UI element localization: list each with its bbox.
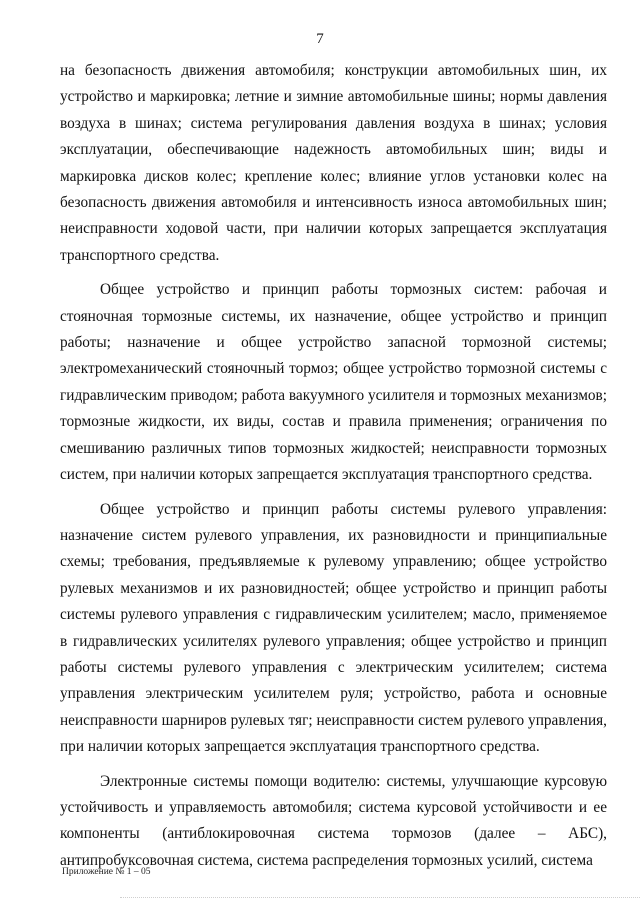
scan-edge-mark (120, 897, 640, 905)
paragraph-driver-assistance: Электронные системы помощи водителю: системы, улучшающие курсовую устойчивость и управляемость автомобиля; система курсовой устойчивости и ее компоненты (антиблокировочная система тормозов (далее – АБС), антипробуксовочная система, система распределения тормозных усилий, система (60, 772, 607, 869)
paragraph-steering-systems: Общее устройство и принцип работы системы рулевого управления: назначение систем рулевого управления, их разновидности и принципиальные схемы; требования, предъявляемые к рулевому управлению; общее устройство рулевых механизмов и их разновидностей; общее устройство и принцип работы системы рулевого управления с гидравлическим усилителем; масло, применяемое в гидравлических усилителях рулевого управления; общее устройство и принцип работы системы рулевого управления с электрическим усилителем; система управления электрическим усилителем руля; устройство, работа и основные неисправности шарниров рулевых тяг; неисправности систем рулевого управления, при наличии которых запрещается эксплуатация транспортного средства. (60, 500, 607, 756)
document-body (60, 58, 607, 882)
paragraph-brake-systems: Общее устройство и принцип работы тормозных систем: рабочая и стояночная тормозные системы, их назначение, общее устройство и принцип работы; назначение и общее устройство запасной тормозной системы; электромеханический стояночный тормоз; общее устройство тормозной системы с гидравлическим приводом; работа вакуумного усилителя и тормозных механизмов; тормозные жидкости, их виды, состав и правила применения; ограничения по смешиванию различных типов тормозных жидкостей; неисправности тормозных систем, при наличии которых запрещается эксплуатация транспортного средства. (60, 281, 607, 484)
page-number: 7 (316, 31, 324, 47)
footer-appendix-label: Приложение № 1 – 05 (62, 867, 151, 877)
paragraph-tires: на безопасность движения автомобиля; конструкции автомобильных шин, их устройство и маркировка; летние и зимние автомобильные шины; нормы давления воздуха в шинах; система регулирования давления воздуха в шинах; условия эксплуатации, обеспечивающие надежность автомобильных шин; виды и маркировка дисков колес; крепление колес; влияние углов установки колес на безопасность движения автомобиля и интенсивность износа автомобильных шин; неисправности ходовой части, при наличии которых запрещается эксплуатация транспортного средства. (60, 62, 607, 264)
